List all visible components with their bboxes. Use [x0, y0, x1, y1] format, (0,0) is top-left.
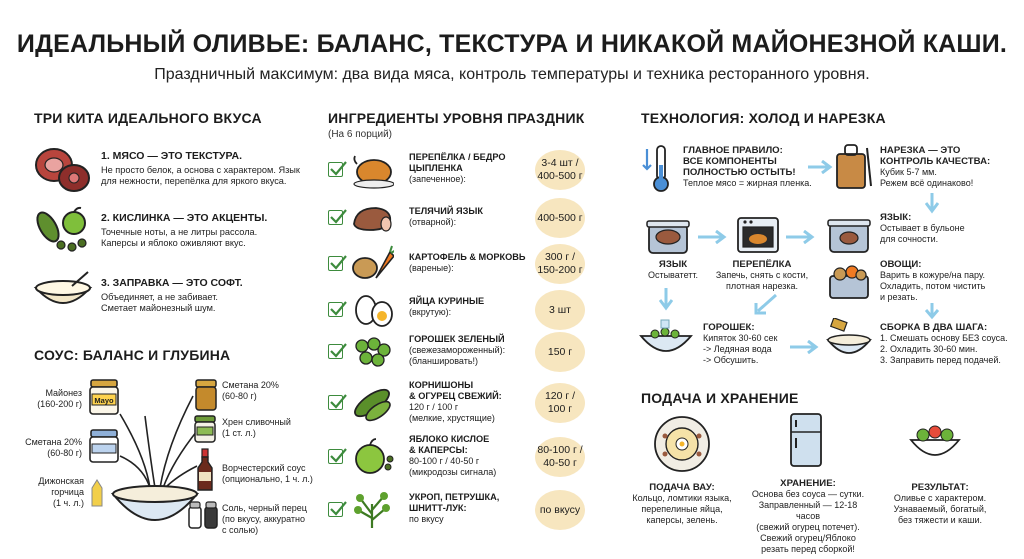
result-note: РЕЗУЛЬТАТ: Оливье с характером. Узнаваемый, богатый, без тяжести и каши. [893, 482, 987, 525]
smetana-right-label: Сметана 20% (60-80 г) [222, 380, 279, 401]
tongue-cool: ЯЗЫК Остыватетт. [647, 259, 699, 280]
pillar-acid [101, 212, 316, 249]
potato-carrot-icon [350, 244, 394, 284]
serving-note: ПОДАЧА ВАУ: Кольцо, ломтики языка, перепелиные яйца, каперсы, зелень. [632, 482, 732, 525]
assembly-bowl-icon [824, 318, 874, 362]
ingredient-row: УКРОП, ПЕТРУШКА, ШНИТТ-ЛУК: по вкусу по вкусу [328, 488, 593, 532]
quantity-badge: 3-4 шт / 400-500 г [535, 150, 585, 190]
check-icon [328, 502, 343, 517]
meat-icon [34, 145, 92, 195]
cutting-board-icon [833, 142, 873, 190]
check-icon [328, 256, 343, 271]
check-icon [328, 344, 343, 359]
check-icon [328, 449, 343, 464]
roast-chicken-icon [350, 150, 394, 190]
pillars-heading: ТРИ КИТА ИДЕАЛЬНОГО ВКУСА [34, 110, 262, 126]
pillar-desc: Объединяет, а не забивает. [101, 292, 218, 302]
peas-icon [350, 332, 394, 372]
ingredients-heading: ИНГРЕДИЕНТЫ УРОВНЯ ПРАЗДНИК [328, 110, 585, 126]
arrow-right-icon [786, 230, 816, 244]
quantity-badge: по вкусу [535, 490, 585, 530]
page-title: ИДЕАЛЬНЫЙ ОЛИВЬЕ: БАЛАНС, ТЕКСТУРА И НИКАКОЙ МАЙОНЕЗНОЙ КАШИ. [16, 30, 1008, 58]
quantity-badge: 400-500 г [535, 198, 585, 238]
serving-heading: ПОДАЧА И ХРАНЕНИЕ [641, 390, 799, 406]
ingredient-row: ЯБЛОКО КИСЛОЕ & КАПЕРСЫ: 80-100 г / 40-50 г (микродозы сигнала) 80-100 г / 40-50 г [328, 432, 593, 482]
ingredient-row: ПЕРЕПЁЛКА / БЕДРО ЦЫПЛЕНКА (запеченное): 3-4 шт / 400-500 г [328, 148, 593, 192]
tongue-note: ЯЗЫК: Остывает в бульоне для сочности. [880, 212, 965, 244]
vegetables-note: ОВОЩИ: Варить в кожуре/на пару. Охладить, потом чистить и резать. [880, 259, 986, 302]
pot-broth-icon [826, 212, 872, 256]
sauce-bowl-icon [32, 268, 94, 316]
egg-icon [350, 290, 394, 330]
sauce-heading: СОУС: БАЛАНС И ГЛУБИНА [34, 347, 231, 363]
plated-salad-icon [651, 414, 713, 472]
apple-icon [350, 437, 394, 477]
pot-tongue-icon [645, 215, 691, 257]
quantity-badge: 3 шт [535, 290, 585, 330]
pickles-apple-icon [34, 205, 92, 255]
storage-note: ХРАНЕНИЕ: Основа без соуса — сутки. Заправленный — 12-18 часов (свежий огурец потечет). Свежий огурец/Яблоко резать перед сборкой! [751, 478, 865, 554]
salt-pepper-label: Соль, черный перец (по вкусу, аккуратно с солью) [222, 503, 307, 535]
main-rule: ГЛАВНОЕ ПРАВИЛО: ВСЕ КОМПОНЕНТЫ ПОЛНОСТЬЮ ОСТЫТЬ! Теплое мясо = жирная пленка. [683, 145, 812, 188]
assembly-steps: СБОРКА В ДВА ШАГА: 1. Смешать основу БЕЗ соуса. 2. Охладить 30-60 мин. 3. Заправить перед подачей. [880, 322, 1008, 365]
quantity-badge: 120 г / 100 г [535, 383, 585, 423]
page-subtitle: Праздничный максимум: два вида мяса, контроль температуры и техника ресторанного уровня. [154, 66, 870, 83]
quantity-badge: 300 г / 150-200 г [535, 244, 585, 284]
mayo-label: Майонез (160-200 г) [37, 388, 82, 409]
tech-heading: ТЕХНОЛОГИЯ: ХОЛОД И НАРЕЗКА [641, 110, 886, 126]
pillar-desc: Точечные ноты, а не литры рассола. [101, 227, 258, 237]
tongue-icon [350, 198, 394, 238]
cucumber-icon [350, 383, 394, 423]
pillar-title: 1. МЯСО — ЭТО ТЕКСТУРА. [101, 150, 243, 162]
check-icon [328, 395, 343, 410]
pillar-desc: Сметает майонезный шум. [101, 303, 216, 313]
portions-note: (На 6 порций) [328, 129, 392, 140]
pillar-desc: для нежности, перепёлка для яркого вкуса. [101, 176, 287, 186]
salad-bowl-icon [907, 420, 963, 466]
thermometer-icon [641, 143, 677, 193]
arrow-down-left-icon [752, 293, 778, 317]
worcester-bottle-icon [196, 448, 214, 492]
steamer-vegetables-icon [826, 260, 872, 302]
smetana-cup-icon [194, 378, 218, 412]
ingredient-row: КАРТОФЕЛЬ & МОРКОВЬ (вареные): 300 г / 150-200 г [328, 242, 593, 286]
check-icon [328, 210, 343, 225]
ingredient-row: КОРНИШОНЫ & ОГУРЕЦ СВЕЖИЙ: 120 г / 100 г (мелкие, хрустящие) 120 г / 100 г [328, 378, 593, 428]
mustard-icon [88, 478, 106, 508]
pillar-dressing [101, 277, 316, 314]
quantity-badge: 80-100 г / 40-50 г [535, 437, 585, 477]
arrow-right-icon [808, 160, 834, 174]
mayo-jar-label: Mayo [94, 396, 114, 405]
horseradish-jar-icon [193, 414, 217, 444]
check-icon [328, 302, 343, 317]
ingredient-row: ТЕЛЯЧИЙ ЯЗЫК (отварной): 400-500 г [328, 196, 593, 240]
pillar-title: 3. ЗАПРАВКА — ЭТО СОФТ. [101, 277, 243, 289]
oven-quail-icon [736, 216, 780, 254]
quail-step: ПЕРЕПЁЛКА Запечь, снять с кости, плотная нарезка. [715, 259, 809, 291]
ingredient-row: ГОРОШЕК ЗЕЛЕНЫЙ (свежезамороженный): (бланшировать!) 150 г [328, 330, 593, 374]
ingredient-row: ЯЙЦА КУРИНЫЕ (вкрутую): 3 шт [328, 288, 593, 332]
smetana-left-label: Сметана 20% (60-80 г) [25, 437, 82, 458]
pillar-meat [101, 150, 316, 187]
peas-bowl-icon [637, 318, 695, 362]
pillar-desc: Не просто белок, а основа с характером. Язык [101, 165, 300, 175]
quantity-badge: 150 г [535, 332, 585, 372]
peas-step: ГОРОШЕК: Кипяток 30-60 сек -> Ледяная вода -> Обсушить. [703, 322, 778, 365]
horseradish-label: Хрен сливочный (1 ст. л.) [222, 417, 291, 438]
salt-pepper-icon [186, 500, 220, 530]
check-icon [328, 162, 343, 177]
cutting-rule: НАРЕЗКА — ЭТО КОНТРОЛЬ КАЧЕСТВА: Кубик 5-7 мм. Режем всё одинаково! [880, 145, 991, 188]
pillar-desc: Каперсы и яблоко оживляют вкус. [101, 238, 246, 248]
worcester-label: Ворчестерский соус (опционально, 1 ч. л.) [222, 463, 313, 484]
fridge-icon [788, 412, 824, 468]
herbs-icon [350, 490, 394, 530]
pillar-title: 2. КИСЛИНКА — ЭТО АКЦЕНТЫ. [101, 212, 268, 224]
arrow-down-icon [659, 288, 673, 312]
mustard-label: Дижонская горчица (1 ч. л.) [38, 476, 84, 508]
arrow-down-icon [925, 303, 939, 321]
arrow-right-icon [698, 230, 728, 244]
arrow-right-icon [790, 340, 820, 354]
